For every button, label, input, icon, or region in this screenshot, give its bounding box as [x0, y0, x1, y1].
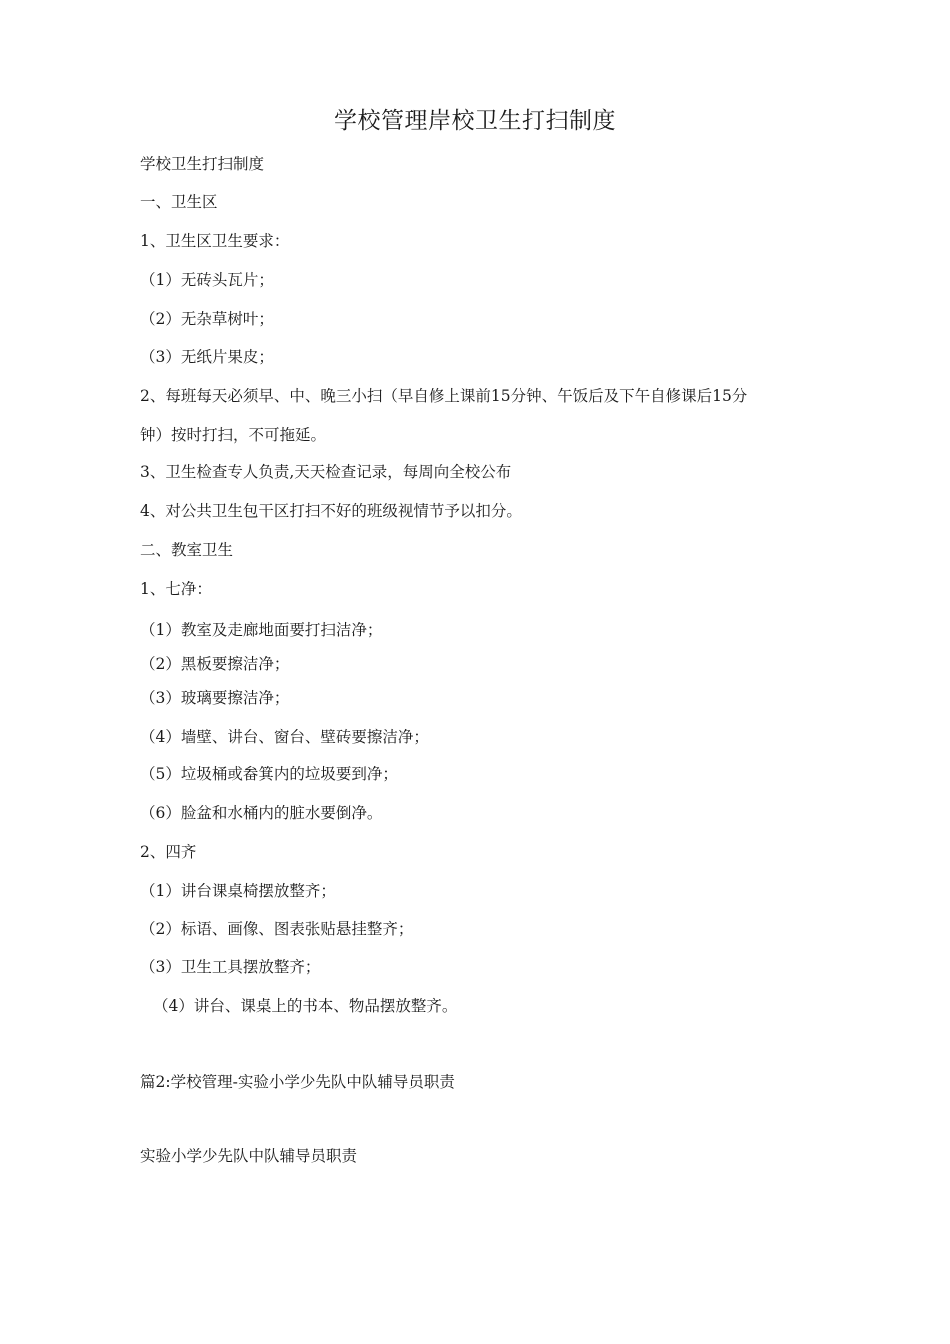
list-item: （1）教室及走廊地面要打扫洁净； — [140, 621, 383, 639]
list-item: （5）垃圾桶或畚箕内的垃圾要到净； — [140, 765, 398, 783]
list-item: （1）讲台课桌椅摆放整齐； — [140, 882, 336, 900]
list-item: （2）黑板要擦洁净； — [140, 655, 290, 673]
section-heading: 二、教室卫生 — [140, 541, 234, 559]
list-item: （2）标语、画像、图表张贴悬挂整齐； — [140, 920, 414, 938]
document-title: 学校管理岸校卫生打扫制度 — [334, 108, 616, 134]
paragraph-line: 3、卫生检查专人负责,天天检查记录，每周向全校公布 — [140, 463, 512, 481]
paragraph-line: 1、七净： — [140, 580, 212, 598]
paragraph-line: 学校卫生打扫制度 — [140, 155, 265, 173]
list-item: （4）墙壁、讲台、窗台、壁砖要擦洁净； — [140, 728, 429, 746]
paragraph-line: 2、四齐 — [140, 843, 197, 861]
paragraph-line: 篇2:学校管理-实验小学少先队中队辅导员职责 — [140, 1073, 455, 1091]
paragraph-line: 实验小学少先队中队辅导员职责 — [140, 1147, 358, 1165]
list-item: （4）讲台、课桌上的书本、物品摆放整齐。 — [153, 997, 458, 1015]
paragraph-line: 2、每班每天必须早、中、晚三小扫（早自修上课前15分钟、午饭后及下午自修课后15分 — [140, 387, 748, 405]
list-item: （3）玻璃要擦洁净； — [140, 689, 290, 707]
list-item: （2）无杂草树叶； — [140, 310, 274, 328]
paragraph-line: 钟）按时打扫，不可拖延。 — [140, 426, 327, 444]
paragraph-line: 1、卫生区卫生要求： — [140, 232, 290, 250]
list-item: （3）无纸片果皮； — [140, 348, 274, 366]
list-item: （1）无砖头瓦片； — [140, 271, 274, 289]
list-item: （3）卫生工具摆放整齐； — [140, 958, 321, 976]
paragraph-line: 4、对公共卫生包干区打扫不好的班级视情节予以扣分。 — [140, 502, 522, 520]
list-item: （6）脸盆和水桶内的脏水要倒净。 — [140, 804, 383, 822]
section-heading: 一、卫生区 — [140, 193, 218, 211]
